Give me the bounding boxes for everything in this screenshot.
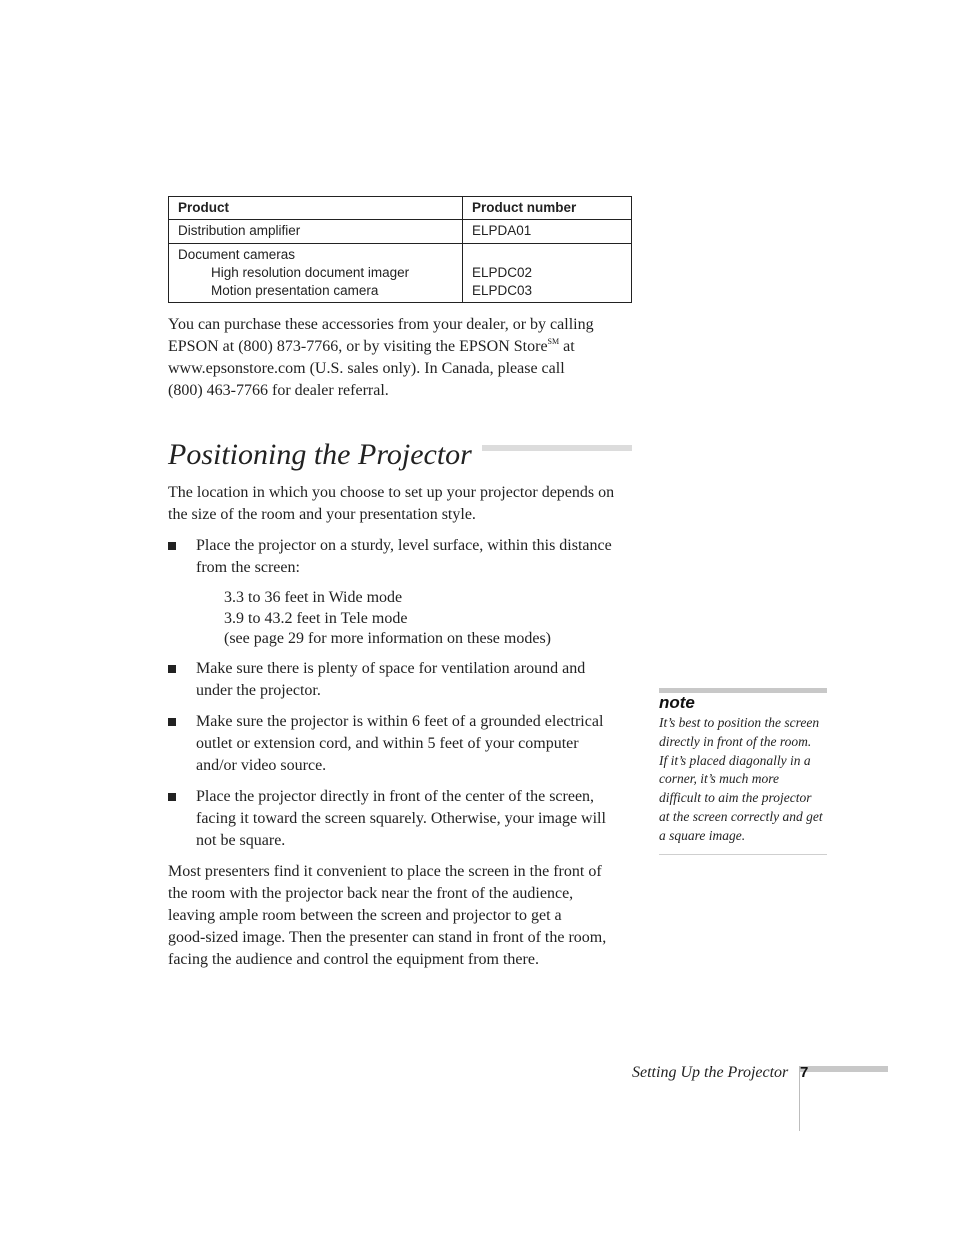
product-table [168,196,632,303]
group-item-number: ELPDC02 [472,265,533,280]
note-text: It’s best to position the screen directly in front of the room. If it’s placed diagonally in a corner, it’s much more difficult to aim the projector at the screen correctly and get a square image. [659,715,823,843]
group-item-number: ELPDC03 [472,283,533,298]
paragraph-line: www.epsonstore.com (U.S. sales only). In Canada, please call [168,360,565,377]
closing-paragraph [168,861,606,971]
list-item: Place the projector directly in front of the center of the screen, facing it toward the screen squarely. Otherwise, your image will not be square. [168,786,638,852]
list-item: Make sure the projector is within 6 feet of a grounded electrical outlet or extension cord, and within 5 feet of your computer and/or video source. [168,711,638,777]
paragraph-line: leaving ample room between the screen and projector to get a [168,907,562,924]
paragraph-line: the room with the projector back near the front of the audience, [168,885,574,902]
table-cell-product-group [169,244,463,303]
bullet-icon [168,665,176,673]
paragraph-line: good-sized image. Then the presenter can stand in front of the room, [168,929,607,946]
paragraph-line: You can purchase these accessories from your dealer, or by calling [168,316,594,333]
paragraph-line: the size of the room and your presentation style. [168,506,476,523]
group-item-product: Motion presentation camera [211,283,379,298]
paragraph-line: (800) 463-7766 for dealer referral. [168,382,389,399]
table-header-row [169,197,632,220]
section-heading: Positioning the Projector [168,433,482,477]
service-mark: SM [547,337,560,346]
purchase-paragraph [168,314,594,402]
paragraph-line: The location in which you choose to set up your projector depends on [168,484,615,501]
table-row-group [169,244,632,303]
note-title: note [659,693,695,712]
table-cell-number: ELPDA01 [463,220,632,244]
table-row [169,220,632,244]
paragraph-line: Most presenters find it convenient to place the screen in the front of [168,863,602,880]
bullet-icon [168,542,176,550]
table-cell-product: Distribution amplifier [169,220,463,244]
table-header-product-number: Product number [463,197,632,220]
table-header-product: Product [169,197,463,220]
group-label: Document cameras [178,247,296,262]
distance-modes [224,588,551,650]
list-item: Make sure there is plenty of space for ventilation around and under the projector. [168,658,638,702]
footer-chapter-title: Setting Up the Projector [632,1064,789,1081]
table-cell-number-group [463,244,632,303]
paragraph-line: facing the audience and control the equipment from there. [168,951,539,968]
intro-paragraph [168,482,614,526]
mode-line: 3.9 to 43.2 feet in Tele mode [224,609,408,627]
mode-line: 3.3 to 36 feet in Wide mode [224,589,403,606]
list-item: Place the projector on a sturdy, level surface, within this distance from the screen: [168,535,638,579]
page-number: 7 [800,1064,809,1081]
group-item-product: High resolution document imager [211,265,410,280]
mode-line: (see page 29 for more information on these modes) [224,630,552,647]
paragraph-line: EPSON at (800) 873-7766, or by visiting the EPSON Store℠ at [168,337,575,355]
footer-rule [800,1066,888,1072]
bullet-icon [168,793,176,801]
bullet-icon [168,718,176,726]
note-rule-bottom [659,854,827,855]
